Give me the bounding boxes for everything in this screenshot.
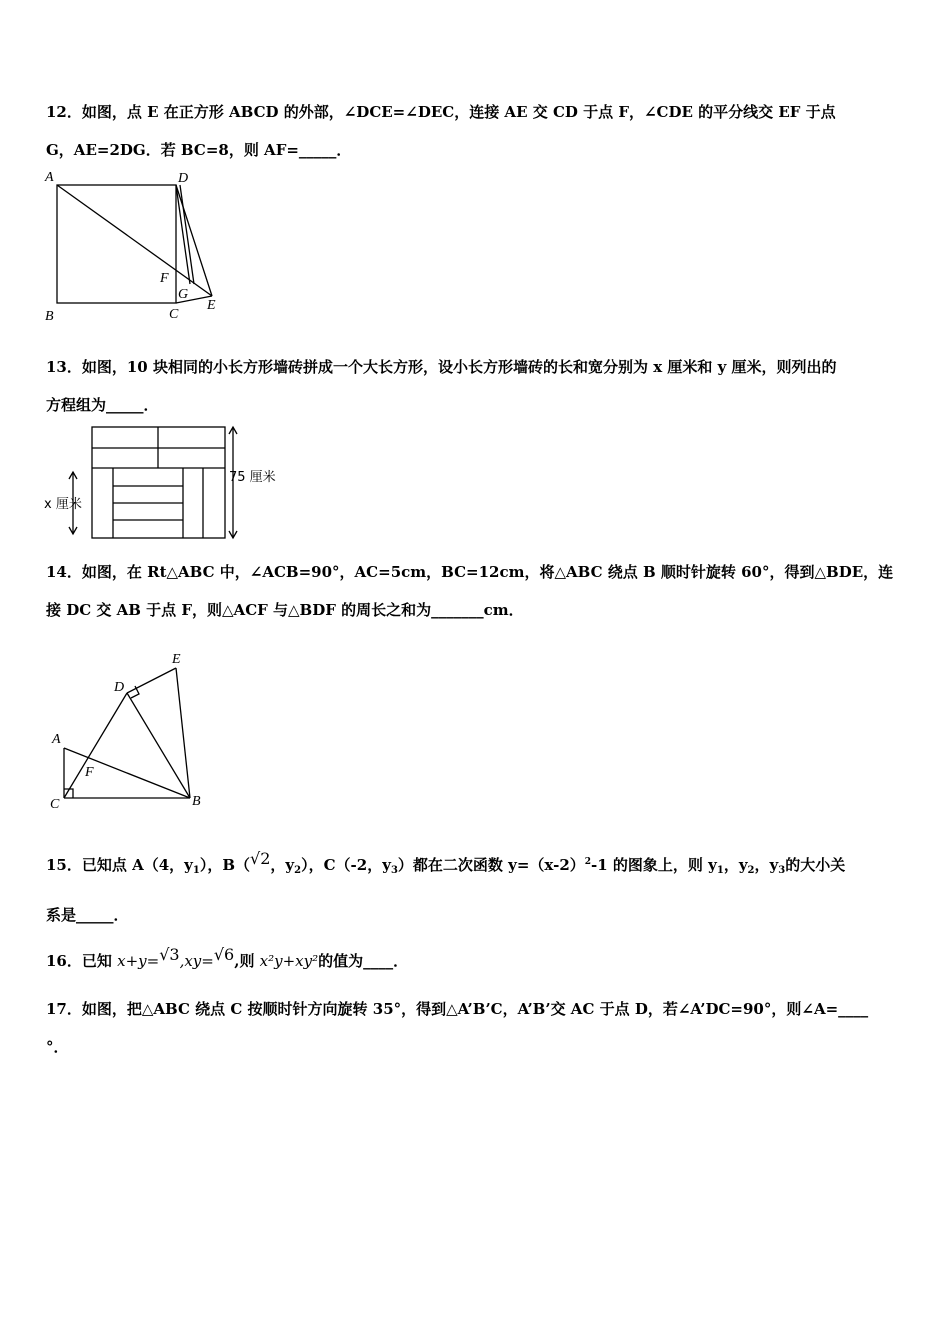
label-b: B (45, 309, 54, 324)
q14-figure (40, 648, 220, 818)
segment-ab (64, 748, 190, 798)
label-a: A (45, 170, 54, 185)
q14-line1: 14．如图，在 Rt△ABC 中，∠ACB=90°，AC=5cm，BC=12cm，将△ABC 绕点 B 顺时针旋转 60°，得到△BDE，连 (46, 563, 894, 581)
q12-line1: 12．如图，点 E 在正方形 ABCD 的外部，∠DCE=∠DEC，连接 AE 交 CD 于点 F，∠CDE 的平分线交 EF 于点 (46, 103, 836, 121)
label-b: B (192, 794, 201, 809)
label-f: F (160, 271, 169, 286)
q13-figure (40, 422, 300, 544)
q15-line1: 15．已知点 A（4，$y_1$），B（√2，$y_2$），C（-2，$y_3$）都在二次函数 $y=(x-2)^2-1$ 的图象上，则 $y_1$，$y_2$，$y_3$的大小关 (46, 849, 846, 876)
q13-line1: 13．如图，10 块相同的小长方形墙砖拼成一个大长方形，设小长方形墙砖的长和宽分别为 x 厘米和 y 厘米，则列出的 (46, 358, 837, 376)
label-a: A (52, 732, 61, 747)
label-e: E (207, 298, 216, 313)
segment-de (127, 668, 176, 693)
q12-figure (40, 168, 230, 328)
q16-line1: 16．已知 x+y=√3,xy=√6,则 x²y+xy²的值为____． (46, 945, 409, 970)
q17-line2: °． (46, 1038, 69, 1056)
q12-line2: G，AE=2DG．若 BC=8，则 AF=_____． (46, 141, 352, 159)
q15-line2: 系是_____． (46, 906, 129, 924)
sqrt-2: √2 (250, 849, 271, 868)
label-f: F (85, 765, 94, 780)
label-75cm: 75 厘米 (229, 470, 276, 485)
q17-line1: 17．如图，把△ABC 绕点 C 按顺时针方向旋转 35°，得到△A’B’C，A’B’交 AC 于点 D，若∠A’DC=90°，则∠A=____ (46, 1000, 869, 1018)
label-d: D (114, 680, 125, 695)
label-c: C (169, 307, 179, 322)
label-g: G (178, 287, 189, 302)
label-d: D (178, 171, 189, 186)
q14-line2: 接 DC 交 AB 于点 F，则△ACF 与△BDF 的周长之和为_______cm． (46, 601, 524, 619)
segment-dg (176, 185, 190, 284)
sqrt-3: √3 (159, 945, 180, 964)
segment-de (176, 185, 212, 296)
segment-cd (64, 693, 127, 798)
label-x-cm: x 厘米 (44, 497, 82, 512)
q13-line2: 方程组为_____． (46, 396, 159, 414)
square-abcd (57, 185, 176, 303)
label-c: C (50, 797, 60, 812)
sqrt-6: √6 (213, 945, 235, 964)
label-e: E (172, 652, 181, 667)
